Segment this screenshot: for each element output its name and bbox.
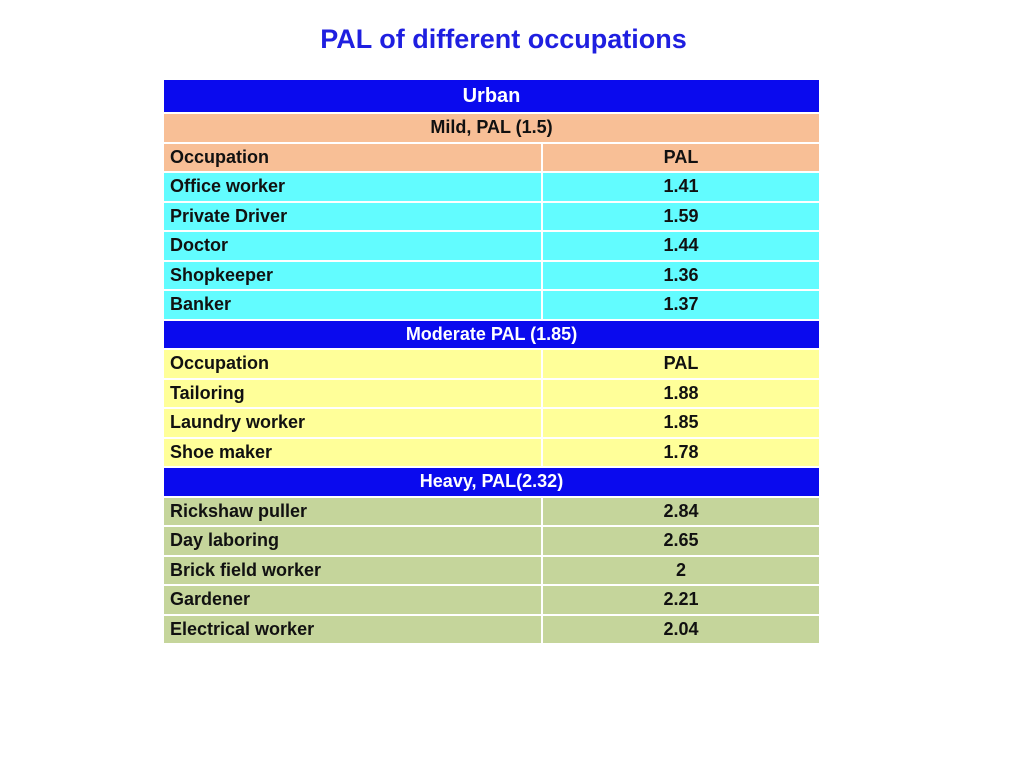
pal-cell: 1.85 bbox=[542, 408, 820, 438]
table-row bbox=[163, 261, 820, 291]
mild-section-heading: Mild, PAL (1.5) bbox=[163, 113, 820, 143]
occupation-cell: Tailoring bbox=[163, 379, 542, 409]
pal-cell: 1.41 bbox=[542, 172, 820, 202]
pal-cell: 1.88 bbox=[542, 379, 820, 409]
table-row bbox=[163, 615, 820, 645]
table-row bbox=[163, 202, 820, 232]
pal-cell: 1.36 bbox=[542, 261, 820, 291]
occupation-cell: Private Driver bbox=[163, 202, 542, 232]
occupation-column-header: Occupation bbox=[163, 349, 542, 379]
pal-column-header: PAL bbox=[542, 143, 820, 173]
table-row bbox=[163, 526, 820, 556]
occupation-cell: Banker bbox=[163, 290, 542, 320]
pal-cell: 2.21 bbox=[542, 585, 820, 615]
section-heading-row bbox=[163, 113, 820, 143]
pal-cell: 2 bbox=[542, 556, 820, 586]
table-row bbox=[163, 231, 820, 261]
table-row bbox=[163, 556, 820, 586]
pal-cell: 1.59 bbox=[542, 202, 820, 232]
section-heading-row bbox=[163, 320, 820, 350]
pal-cell: 1.37 bbox=[542, 290, 820, 320]
slide-title: PAL of different occupations bbox=[320, 24, 687, 54]
occupation-cell: Brick field worker bbox=[163, 556, 542, 586]
occupation-cell: Gardener bbox=[163, 585, 542, 615]
pal-cell: 1.78 bbox=[542, 438, 820, 468]
pal-cell: 2.84 bbox=[542, 497, 820, 527]
occupation-cell: Laundry worker bbox=[163, 408, 542, 438]
occupation-column-header: Occupation bbox=[163, 143, 542, 173]
moderate-section-heading: Moderate PAL (1.85) bbox=[163, 320, 820, 350]
table-row bbox=[163, 408, 820, 438]
column-header-row bbox=[163, 349, 820, 379]
occupation-cell: Day laboring bbox=[163, 526, 542, 556]
table-row bbox=[163, 585, 820, 615]
occupation-cell: Electrical worker bbox=[163, 615, 542, 645]
occupation-cell: Doctor bbox=[163, 231, 542, 261]
pal-column-header: PAL bbox=[542, 349, 820, 379]
table-row bbox=[163, 438, 820, 468]
pal-cell: 2.65 bbox=[542, 526, 820, 556]
table-header-row bbox=[163, 79, 820, 113]
pal-cell: 2.04 bbox=[542, 615, 820, 645]
occupation-cell: Shopkeeper bbox=[163, 261, 542, 291]
pal-occupation-table bbox=[162, 78, 821, 645]
table-row bbox=[163, 172, 820, 202]
occupation-cell: Rickshaw puller bbox=[163, 497, 542, 527]
occupation-cell: Office worker bbox=[163, 172, 542, 202]
section-heading-row bbox=[163, 467, 820, 497]
urban-header: Urban bbox=[163, 79, 820, 113]
pal-cell: 1.44 bbox=[542, 231, 820, 261]
heavy-section-heading: Heavy, PAL(2.32) bbox=[163, 467, 820, 497]
table-row bbox=[163, 290, 820, 320]
table-row bbox=[163, 497, 820, 527]
occupation-cell: Shoe maker bbox=[163, 438, 542, 468]
column-header-row bbox=[163, 143, 820, 173]
table-row bbox=[163, 379, 820, 409]
